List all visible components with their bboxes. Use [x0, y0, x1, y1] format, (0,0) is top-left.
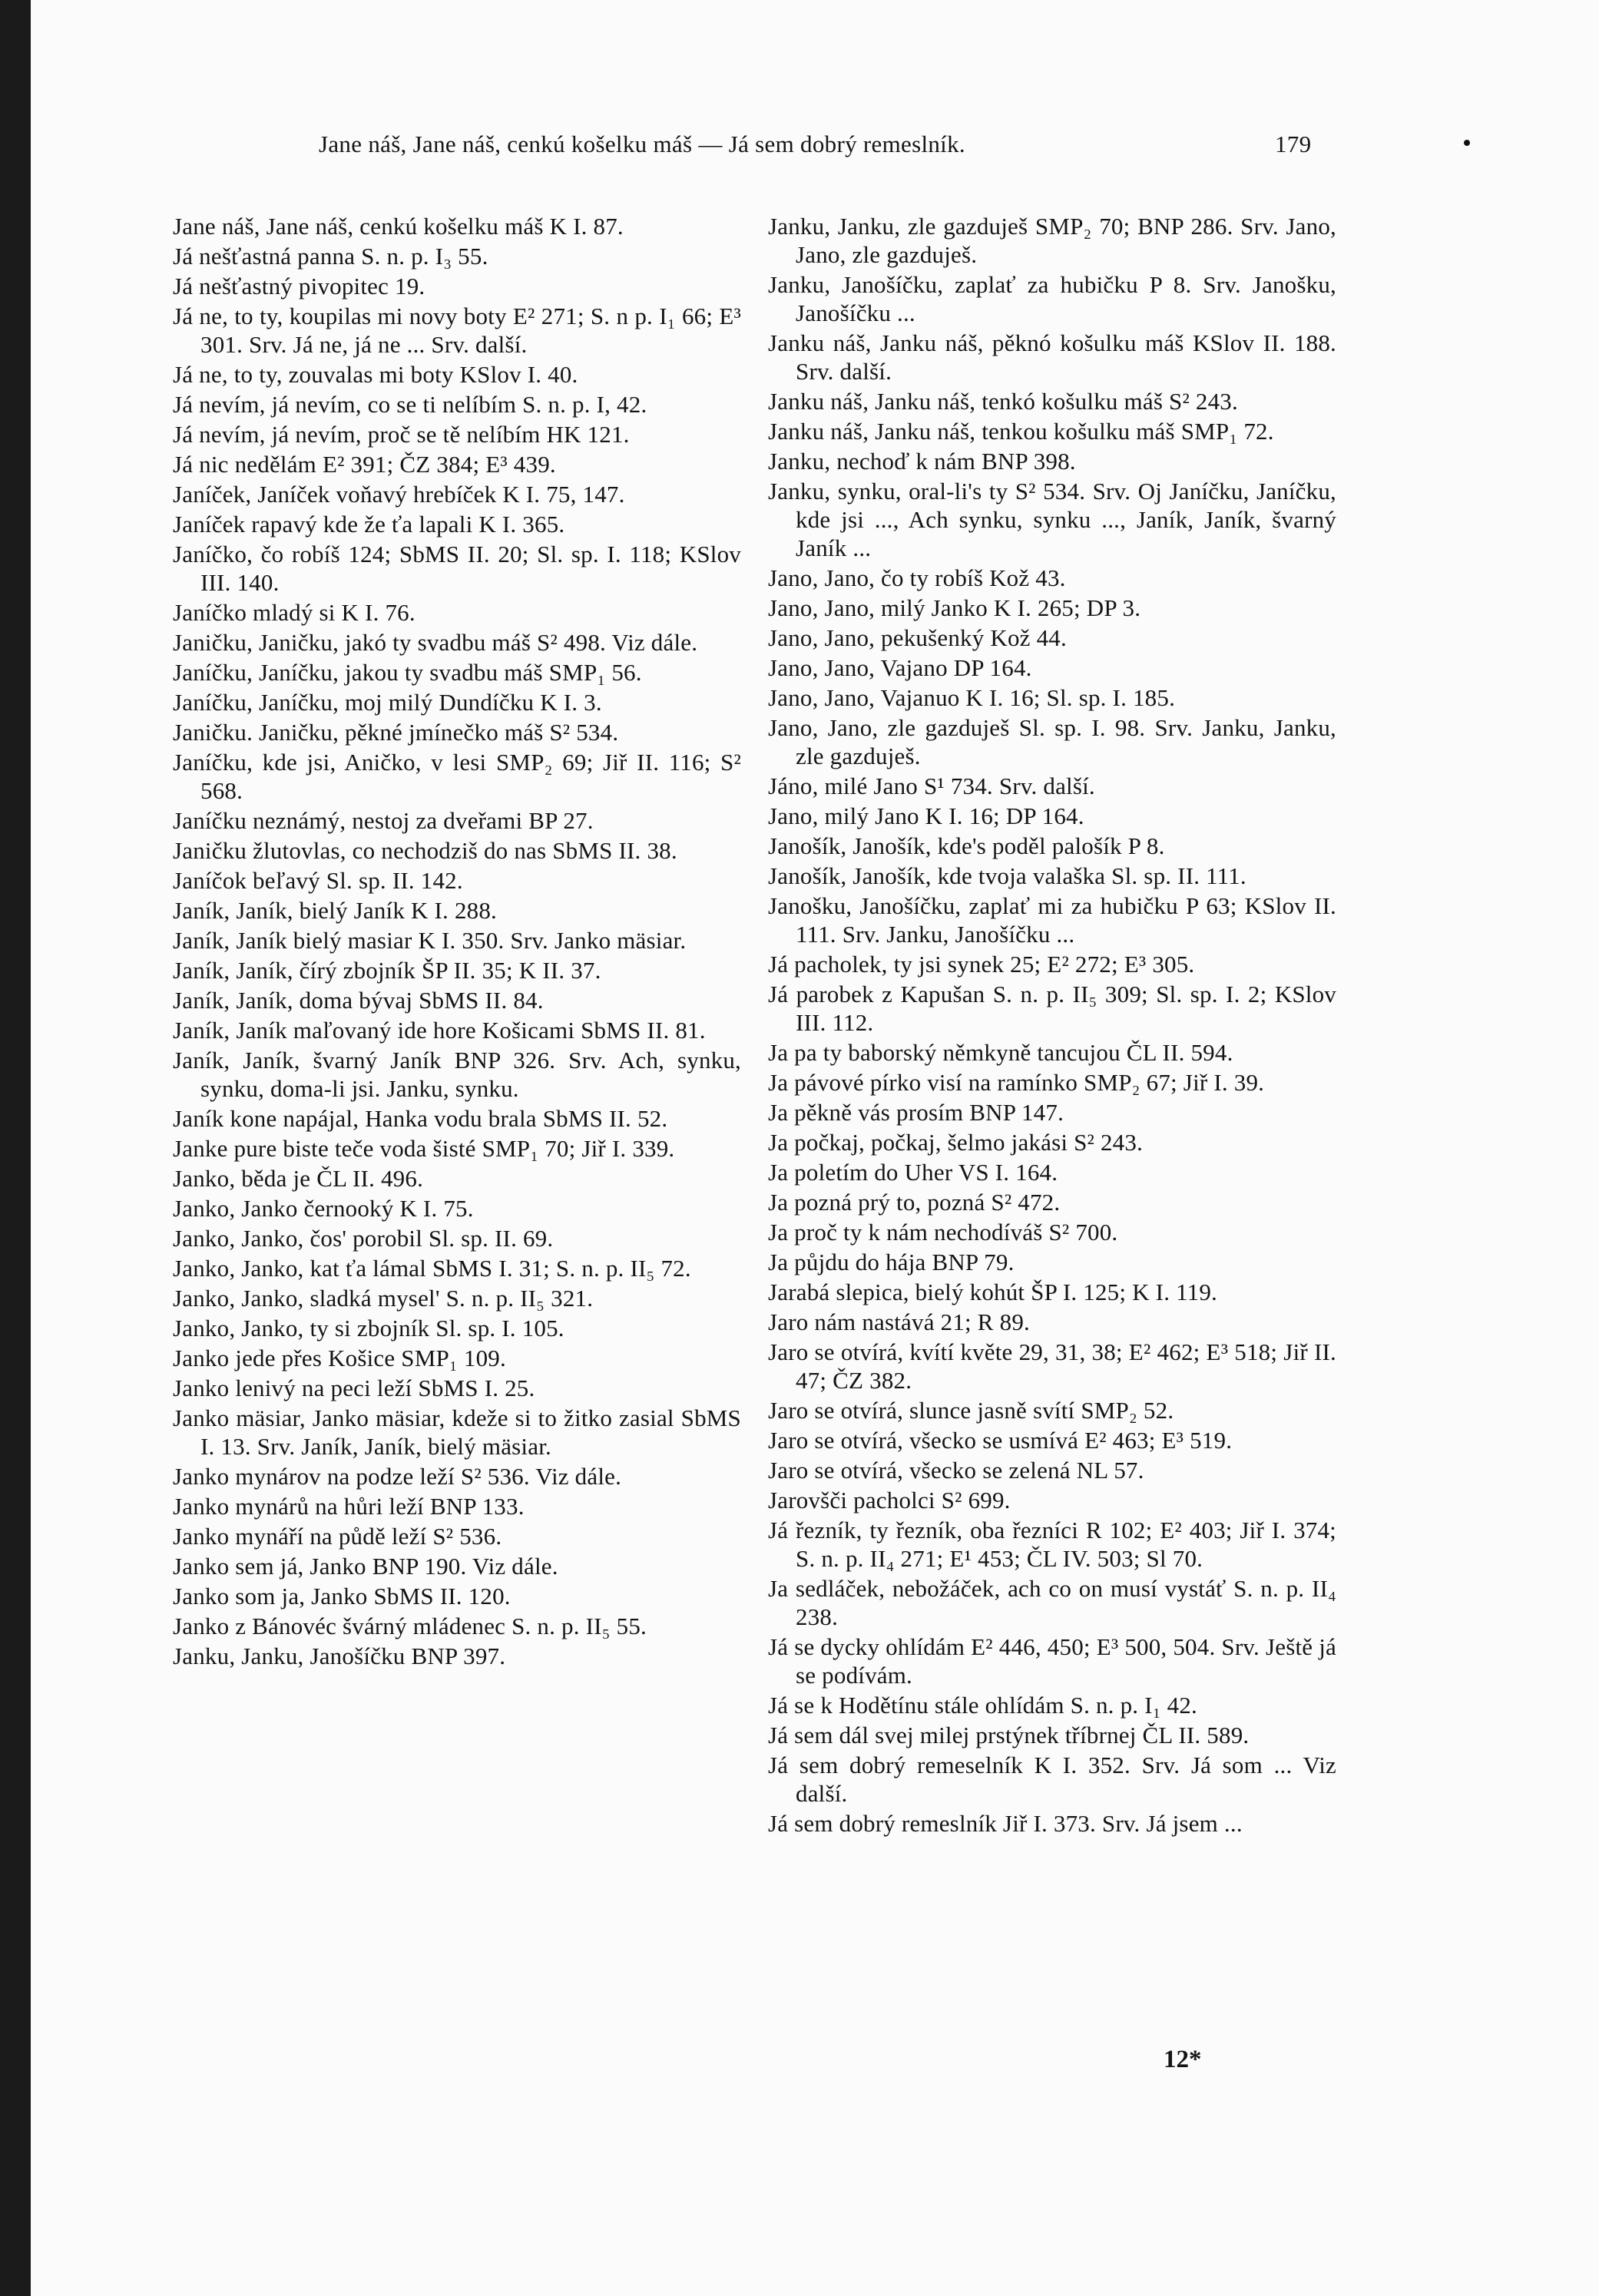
index-entry: Janku, Janku, zle gazduješ SMP₂ 70; BNP 286. Srv. Jano, Jano, zle gazduješ.	[768, 213, 1336, 268]
index-entry: Já nevím, já nevím, co se ti nelíbím S. n. p. I, 42.	[173, 391, 647, 418]
index-entry: Ja počkaj, počkaj, šelmo jakási S² 243.	[768, 1129, 1144, 1156]
index-entry: Ja proč ty k nám nechodíváš S² 700.	[768, 1219, 1118, 1246]
index-entry: Jano, Jano, milý Janko K I. 265; DP 3.	[768, 594, 1141, 621]
index-entry: Janko sem já, Janko BNP 190. Viz dále.	[173, 1553, 558, 1580]
index-entry: Jarabá slepica, bielý kohút ŠP I. 125; K I. 119.	[768, 1279, 1218, 1305]
index-entry: Janíček rapavý kde že ťa lapali K I. 365.	[173, 511, 565, 538]
index-entry: Janko lenivý na peci leží SbMS I. 25.	[173, 1375, 535, 1401]
page-header	[31, 131, 1599, 169]
index-entry: Janíčko, čo robíš 124; SbMS II. 20; Sl. sp. I. 118; KSlov III. 140.	[173, 541, 741, 596]
index-entry: Já pacholek, ty jsi synek 25; E² 272; E³ 305.	[768, 951, 1195, 978]
index-entry: Jaro se otvírá, všecko se usmívá E² 463; E³ 519.	[768, 1427, 1233, 1454]
margin-dot	[1464, 140, 1470, 146]
index-entry: Janko, Janko, ty si zbojník Sl. sp. I. 105.	[173, 1315, 564, 1342]
left-column	[173, 212, 741, 1672]
index-entry: Janík, Janík, bielý Janík K I. 288.	[173, 897, 498, 924]
index-entry: Janík, Janík, doma bývaj SbMS II. 84.	[173, 987, 544, 1014]
index-entry: Janíčko mladý si K I. 76.	[173, 599, 415, 626]
index-entry: Janičku, Janičku, jakó ty svadbu máš S² 498. Viz dále.	[173, 629, 698, 656]
book-page	[31, 0, 1599, 2296]
index-entry: Janko som ja, Janko SbMS II. 120.	[173, 1583, 511, 1610]
scan-left-edge	[0, 0, 31, 2296]
index-entry: Ja poletím do Uher VS I. 164.	[768, 1159, 1058, 1186]
index-entry: Janošík, Janošík, kde tvoja valaška Sl. sp. II. 111.	[768, 862, 1246, 889]
index-entry: Janku, Janošíčku, zaplať za hubičku P 8. Srv. Janošku, Janošíčku ...	[768, 271, 1336, 326]
index-entry: Jaro se otvírá, kvítí květe 29, 31, 38; E² 462; E³ 518; Jiř II. 47; ČZ 382.	[768, 1338, 1336, 1394]
index-entry: Janku, Janku, Janošíčku BNP 397.	[173, 1643, 506, 1669]
index-entry: Janko, Janko, sladká mysel' S. n. p. II₅ 321.	[173, 1285, 594, 1312]
index-entry: Janík, Janík maľovaný ide hore Košicami SbMS II. 81.	[173, 1017, 706, 1044]
index-entry: Janko, Janko černooký K I. 75.	[173, 1195, 474, 1222]
index-entry: Ja pa ty baborský němkyně tancujou ČL II. 594.	[768, 1039, 1233, 1066]
index-entry: Janík, Janík, švarný Janík BNP 326. Srv. Ach, synku, synku, doma-li jsi. Janku, synku.	[173, 1047, 741, 1102]
index-entry: Janošku, Janošíčku, zaplať mi za hubičku P 63; KSlov II. 111. Srv. Janku, Janošíčku ...	[768, 892, 1336, 948]
index-entry: Jano, Jano, pekušenký Kož 44.	[768, 624, 1067, 651]
index-entry: Jaro se otvírá, všecko se zelená NL 57.	[768, 1457, 1144, 1484]
index-entry: Janku náš, Janku náš, tenkou košulku máš SMP₁ 72.	[768, 418, 1274, 445]
index-entry: Janko, běda je ČL II. 496.	[173, 1165, 424, 1192]
index-entry: Janík, Janík bielý masiar K I. 350. Srv. Janko mäsiar.	[173, 927, 687, 954]
index-entry: Jano, milý Jano K I. 16; DP 164.	[768, 802, 1084, 829]
index-entry: Jaro se otvírá, slunce jasně svítí SMP₂ 52.	[768, 1397, 1174, 1424]
index-entry: Já nešťastná panna S. n. p. I₃ 55.	[173, 243, 488, 270]
index-entry: Jano, Jano, zle gazduješ Sl. sp. I. 98. Srv. Janku, Janku, zle gazduješ.	[768, 714, 1336, 769]
index-entry: Janku náš, Janku náš, tenkó košulku máš S² 243.	[768, 388, 1238, 415]
index-entry: Jaro nám nastává 21; R 89.	[768, 1308, 1030, 1335]
index-entry: Ja pozná prý to, pozná S² 472.	[768, 1189, 1061, 1216]
index-entry: Janko, Janko, kat ťa lámal SbMS I. 31; S. n. p. II₅ 72.	[173, 1255, 691, 1282]
index-entry: Já parobek z Kapušan S. n. p. II₅ 309; Sl. sp. I. 2; KSlov III. 112.	[768, 981, 1336, 1036]
index-entry: Já ne, to ty, zouvalas mi boty KSlov I. 40.	[173, 361, 578, 388]
index-entry: Janičku. Janičku, pěkné jmínečko máš S² 534.	[173, 719, 619, 746]
index-entry: Janíček, Janíček voňavý hrebíček K I. 75, 147.	[173, 481, 625, 508]
signature-mark: 12*	[1164, 2046, 1202, 2073]
index-entry: Janke pure biste teče voda šisté SMP₁ 70; Jiř I. 339.	[173, 1135, 675, 1162]
index-entry: Janičku žlutovlas, co nechodziš do nas SbMS II. 38.	[173, 837, 677, 864]
index-entry: Já nevím, já nevím, proč se tě nelíbím HK 121.	[173, 421, 630, 448]
right-column	[768, 212, 1336, 1839]
index-entry: Já se dycky ohlídám E² 446, 450; E³ 500, 504. Srv. Ještě já se podívám.	[768, 1633, 1336, 1689]
index-entry: Janku, nechoď k nám BNP 398.	[768, 448, 1076, 475]
index-entry: Janko, Janko, čos' porobil Sl. sp. II. 69.	[173, 1225, 554, 1252]
index-entry: Janko z Bánovéc švárný mládenec S. n. p. II₅ 55.	[173, 1613, 647, 1639]
index-entry: Janko jede přes Košice SMP₁ 109.	[173, 1345, 506, 1371]
index-entry: Já nic nedělám E² 391; ČZ 384; E³ 439.	[173, 451, 556, 478]
index-entry: Ja sedláček, nebožáček, ach co on musí vystáť S. n. p. II₄ 238.	[768, 1575, 1336, 1630]
index-entry: Já řezník, ty řezník, oba řezníci R 102; E² 403; Jiř I. 374; S. n. p. II₄ 271; E¹ 453; ČL IV. 503; Sl 70.	[768, 1517, 1336, 1572]
index-entry: Janíčku neznámý, nestoj za dveřami BP 27.	[173, 807, 594, 834]
index-entry: Janko mynáří na půdě leží S² 536.	[173, 1523, 502, 1550]
page-number: 179	[1275, 131, 1312, 157]
index-entry: Janko mäsiar, Janko mäsiar, kdeže si to žitko zasial SbMS I. 13. Srv. Janík, Janík, bielý mäsiar.	[173, 1404, 741, 1460]
index-entry: Janíčku, Janíčku, moj milý Dundíčku K I. 3.	[173, 689, 602, 716]
index-entry: Janíčku, kde jsi, Aničko, v lesi SMP₂ 69; Jiř II. 116; S² 568.	[173, 749, 741, 804]
index-entry: Janku náš, Janku náš, pěknó košulku máš KSlov II. 188. Srv. další.	[768, 329, 1336, 385]
index-entry: Já sem dobrý remeslník Jiř I. 373. Srv. Já jsem ...	[768, 1810, 1243, 1837]
index-entry: Janíčok beľavý Sl. sp. II. 142.	[173, 867, 463, 894]
index-entry: Já se k Hodětínu stále ohlídám S. n. p. I₁ 42.	[768, 1692, 1197, 1719]
index-entry: Ja pěkně vás prosím BNP 147.	[768, 1099, 1064, 1126]
index-entry: Janík, Janík, čírý zbojník ŠP II. 35; K II. 37.	[173, 957, 601, 984]
index-entry: Já sem dobrý remeselník K I. 352. Srv. Já som ... Viz další.	[768, 1752, 1336, 1807]
index-entry: Já ne, to ty, koupilas mi novy boty E² 271; S. n p. I₁ 66; E³ 301. Srv. Já ne, já ne ... Srv. další.	[173, 303, 741, 358]
index-entry: Jano, Jano, Vajanuo K I. 16; Sl. sp. I. 185.	[768, 684, 1176, 711]
index-entry: Janošík, Janošík, kde's poděl palošík P 8.	[768, 832, 1165, 859]
index-entry: Jáno, milé Jano S¹ 734. Srv. další.	[768, 773, 1095, 799]
index-entry: Ja půjdu do hája BNP 79.	[768, 1249, 1015, 1275]
index-entry: Janko mynárov na podze leží S² 536. Viz dále.	[173, 1463, 622, 1490]
index-entry: Jano, Jano, čo ty robíš Kož 43.	[768, 564, 1066, 591]
index-entry: Jane náš, Jane náš, cenkú košelku máš K I. 87.	[173, 213, 624, 240]
index-entry: Janíčku, Janíčku, jakou ty svadbu máš SMP₁ 56.	[173, 659, 642, 686]
index-entry: Janku, synku, oral-li's ty S² 534. Srv. Oj Janíčku, Janíčku, kde jsi ..., Ach synku, synku ..., Janík, Janík, švarný Janík ...	[768, 478, 1336, 561]
index-entry: Já sem dál svej milej prstýnek tříbrnej ČL II. 589.	[768, 1722, 1250, 1748]
index-entry: Janík kone napájal, Hanka vodu brala SbMS II. 52.	[173, 1105, 668, 1132]
index-entry: Jarovšči pacholci S² 699.	[768, 1487, 1011, 1514]
index-entry: Ja pávové pírko visí na ramínko SMP₂ 67; Jiř I. 39.	[768, 1069, 1265, 1096]
index-entry: Já nešťastný pivopitec 19.	[173, 273, 425, 299]
index-entry: Jano, Jano, Vajano DP 164.	[768, 654, 1032, 681]
running-title: Jane náš, Jane náš, cenkú košelku máš — Já sem dobrý remeslník.	[319, 131, 965, 157]
index-entry: Janko mynárů na hůri leží BNP 133.	[173, 1493, 525, 1520]
